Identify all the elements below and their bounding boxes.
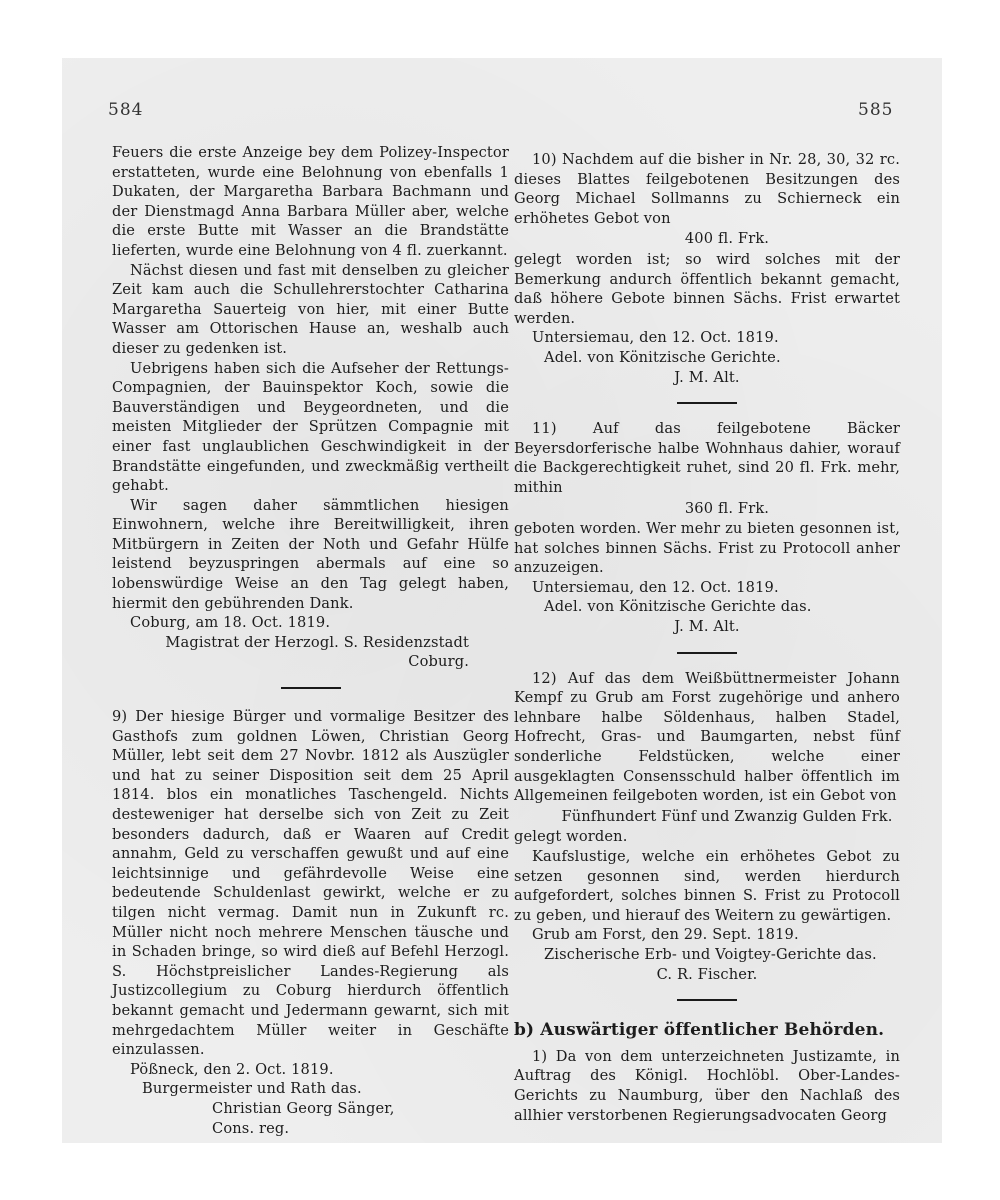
left-paragraph: Pößneck, den 2. Oct. 1819. xyxy=(130,1060,334,1078)
right-paragraph: 10) Nachdem auf die bisher in Nr. 28, 30, 32 rc. dieses Blattes feilgebotenen Besitzungen des Georg Michael Sollmanns zu Schierneck ein erhöhetes Gebot von xyxy=(514,151,900,227)
right-paragraph: geboten worden. Wer mehr zu bieten gesonnen ist, hat solches binnen Sächs. Frist zu Protocoll anher anzuzeigen. xyxy=(514,520,900,577)
page-number-right: 585 xyxy=(858,100,894,120)
left-signature-line: Burgermeister und Rath das. xyxy=(142,1080,362,1098)
right-separator-rule xyxy=(677,652,737,654)
right-paragraph: Kaufslustige, welche ein erhöhetes Gebot zu setzen gesonnen sind, werden hierdurch aufgefordert, solches binnen S. Frist zu Protocoll zu geben, und hierauf des Weitern zu gewärtigen. xyxy=(514,848,900,924)
left-paragraph: Wir sagen daher sämmtlichen hiesigen Einwohnern, welche ihre Bereitwilligkeit, ihren Mitbürgern in Zeiten der Noth und Gefahr Hülfe leistend beyzuspringen abermals auf eine so lobenswürdige Weise an den Tag gelegt haben, hiermit den gebührenden Dank. xyxy=(112,496,509,612)
left-signature-line: Cons. reg. xyxy=(212,1119,290,1137)
right-paragraph: 12) Auf das dem Weißbüttnermeister Johann Kempf zu Grub am Forst zugehörige und anhero lehnbare halbe Söldenhaus, halben Stadel, Hofrecht, Gras- und Baumgarten, nebst fünf sonderliche Feldstücken, welche einer ausgeklagten Consensschuld halber öffentlich im Allgemeinen feilgeboten worden, ist ein Gebot von xyxy=(514,669,900,805)
right-bid-amount: 400 fl. Frk. xyxy=(684,230,770,248)
right-separator-rule xyxy=(677,402,737,404)
right-paragraph: Untersiemau, den 12. Oct. 1819. xyxy=(532,329,779,347)
right-signature-line: Zischerische Erb- und Voigtey-Gerichte das. xyxy=(544,945,877,963)
right-section-heading: b) Auswärtiger öffentlicher Behörden. xyxy=(514,1020,885,1041)
right-signature-line: Adel. von Könitzische Gerichte. xyxy=(544,348,781,366)
right-signatory: J. M. Alt. xyxy=(674,618,740,636)
right-signature-line: Adel. von Könitzische Gerichte das. xyxy=(544,598,812,616)
right-paragraph: gelegt worden. xyxy=(514,828,628,846)
right-paragraph: 11) Auf das feilgebotene Bäcker Beyersdorferische halbe Wohnhaus dahier, worauf die Backgerechtigkeit ruhet, sind 20 fl. Frk. mehr, mithin xyxy=(514,420,900,496)
right-paragraph: Untersiemau, den 12. Oct. 1819. xyxy=(532,578,779,596)
right-separator-rule xyxy=(677,999,737,1001)
page-number-left: 584 xyxy=(108,100,144,120)
right-paragraph: 1) Da von dem unterzeichneten Justizamte, in Auftrag des Königl. Hochlöbl. Ober-Landes-Gerichts zu Naumburg, über den Nachlaß des allhier verstorbenen Regierungsadvocaten Georg xyxy=(514,1047,900,1124)
right-paragraph: Grub am Forst, den 29. Sept. 1819. xyxy=(532,926,799,944)
right-bid-amount: Fünfhundert Fünf und Zwanzig Gulden Frk. xyxy=(561,807,893,825)
left-paragraph: Nächst diesen und fast mit denselben zu gleicher Zeit kam auch die Schullehrerstochter Catharina Margaretha Sauerteig von hier, mit einer Butte Wasser am Ottorischen Hause an, weshalb auch dieser zu gedenken ist. xyxy=(112,261,509,357)
left-paragraph: Feuers die erste Anzeige bey dem Polizey-Inspector erstatteten, wurde eine Belohnung von ebenfalls 1 Dukaten, der Margaretha Barbara Bachmann und der Dienstmagd Anna Barbara Müller aber, welche die erste Butte mit Wasser an die Brandstätte lieferten, wurde eine Belohnung von 4 fl. zuerkannt. xyxy=(112,144,509,259)
right-paragraph: gelegt worden ist; so wird solches mit der Bemerkung andurch öffentlich bekannt gemacht, daß höhere Gebote binnen Sächs. Frist erwartet werden. xyxy=(514,250,900,327)
left-paragraph: Uebrigens haben sich die Aufseher der Rettungs-Compagnien, der Bauinspektor Koch, sowie die Bauverständigen und Beygeordneten, und die meisten Mitglieder der Sprützen Compagnie mit einer fast unglaublichen Geschwindigkeit in der Brandstätte eingefunden, und zweckmäßig vertheilt gehabt. xyxy=(112,359,509,495)
right-signatory: J. M. Alt. xyxy=(674,368,740,386)
left-signature-line: Christian Georg Sänger, xyxy=(212,1099,395,1117)
left-authority-line: Magistrat der Herzogl. S. Residenzstadt Coburg. xyxy=(165,633,469,671)
right-signatory: C. R. Fischer. xyxy=(656,965,758,983)
left-column xyxy=(112,143,509,1138)
right-bid-amount: 360 fl. Frk. xyxy=(684,499,770,517)
left-paragraph: Coburg, am 18. Oct. 1819. xyxy=(130,614,331,632)
left-paragraph: 9) Der hiesige Bürger und vormalige Besitzer des Gasthofs zum goldnen Löwen, Christian Georg Müller, lebt seit dem 27 Novbr. 1812 als Auszügler und hat zu seiner Disposition seit dem 25 April 1814. blos ein monatliches Taschengeld. Nichts desteweniger hat derselbe sich von Zeit zu Zeit besonders dadurch, daß er Waaren auf Credit annahm, Geld zu verschaffen gewußt und auf eine leichtsinnige und gefährdevolle Weise eine bedeutende Schuldenlast gewirkt, welche er zu tilgen nicht vermag. Damit nun in Zukunft rc. Müller nicht noch mehrere Menschen täusche und in Schaden bringe, so wird dieß auf Befehl Herzogl. S. Höchstpreislicher Landes-Regierung als Justizcollegium zu Coburg hierdurch öffentlich bekannt gemacht und Jedermann gewarnt, sich mit mehrgedachtem Müller weiter in Geschäfte einzulassen. xyxy=(112,708,509,1059)
left-separator-rule xyxy=(281,687,341,689)
right-column xyxy=(514,150,900,1125)
